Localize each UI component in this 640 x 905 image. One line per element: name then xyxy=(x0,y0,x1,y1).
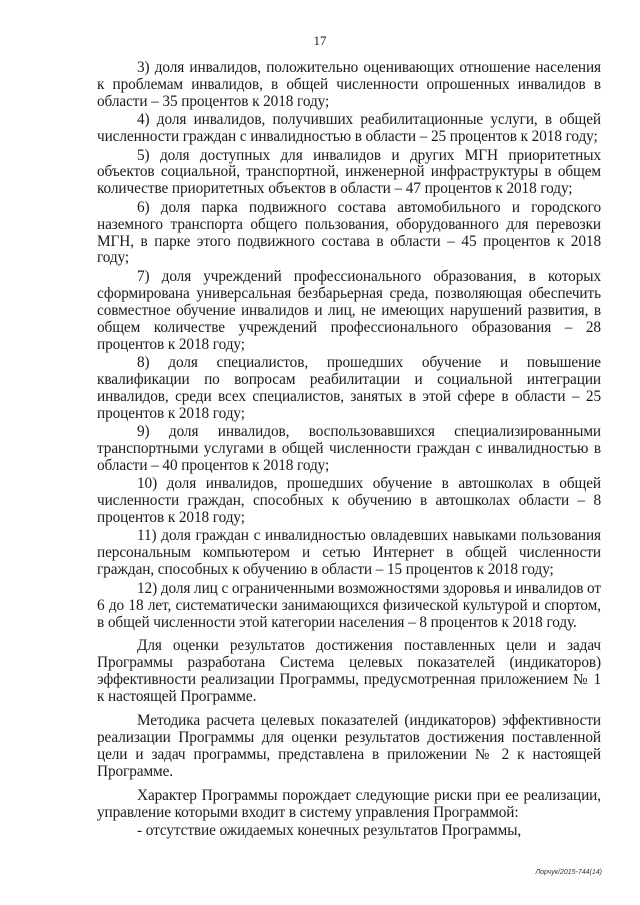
paragraph-indicator-7: 7) доля учреждений профессионального образования, в которых сформирована универсальная безбарьерная среда, позволяющая обеспечить совместное обучение инвалидов и лиц, не имеющих нарушений развития, в общем количестве учреждений профессионального образования – 28 процентов к 2018 году; xyxy=(97,267,601,353)
paragraph-risks-intro: Характер Программы порождает следующие риски при ее реализации, управление которыми входит в систему управления Программой: xyxy=(97,786,601,821)
page-number: 17 xyxy=(313,33,327,48)
document-body xyxy=(97,60,601,841)
paragraph-indicator-3: 3) доля инвалидов, положительно оценивающих отношение населения к проблемам инвалидов, в общей численности опрошенных инвалидов в области – 35 процентов к 2018 году; xyxy=(97,59,601,110)
paragraph-risk-item: - отсутствие ожидаемых конечных результатов Программы, xyxy=(137,821,522,839)
paragraph-indicator-11: 11) доля граждан с инвалидностью овладевших навыками пользования персональным компьютером и сетью Интернет в общей численности граждан, способных к обучению в области – 15 процентов к 2018 году; xyxy=(97,527,601,579)
paragraph-methodology: Методика расчета целевых показателей (индикаторов) эффективности реализации Программы для оценки результатов достижения поставленной цели и задач программы, представлена в приложении № 2 к настоящей Программе. xyxy=(97,712,601,780)
paragraph-indicator-5: 5) доля доступных для инвалидов и других МГН приоритетных объектов социальной, транспортной, инженерной инфраструктуры в общем количестве приоритетных объектов в области – 47 процентов к 2018 году; xyxy=(97,146,601,198)
paragraph-indicator-8: 8) доля специалистов, прошедших обучение и повышение квалификации по вопросам реабилитации и социальной интеграции инвалидов, среди всех специалистов, занятых в этой сфере в области – 25 процентов к 2018 году; xyxy=(97,353,601,422)
paragraph-evaluation-system: Для оценки результатов достижения поставленных цели и задач Программы разработана Система целевых показателей (индикаторов) эффективности реализации Программы, предусмотренная приложением № 1 к настоящей Программе. xyxy=(97,637,601,706)
paragraph-indicator-10: 10) доля инвалидов, прошедших обучение в автошколах в общей численности граждан, способных к обучению в автошколах области – 8 процентов к 2018 году; xyxy=(97,475,601,527)
paragraph-indicator-12: 12) доля лиц с ограниченными возможностями здоровья и инвалидов от 6 до 18 лет, систематически занимающихся физической культурой и спортом, в общей численности этой категории населения – 8 процентов к 2018 году. xyxy=(97,579,601,631)
document-code: Лорчук/2015-744(14) xyxy=(535,869,602,876)
paragraph-indicator-4: 4) доля инвалидов, получивших реабилитационные услуги, в общей численности граждан с инвалидностью в области – 25 процентов к 2018 году; xyxy=(97,111,601,146)
paragraph-indicator-9: 9) доля инвалидов, воспользовавшихся специализированными транспортными услугами в общей численности граждан с инвалидностью в области – 40 процентов к 2018 году; xyxy=(97,423,601,474)
paragraph-indicator-6: 6) доля парка подвижного состава автомобильного и городского наземного транспорта общего пользования, оборудованного для перевозки МГН, в парке этого подвижного состава в области – 45 процентов к 2018 году; xyxy=(97,198,601,267)
